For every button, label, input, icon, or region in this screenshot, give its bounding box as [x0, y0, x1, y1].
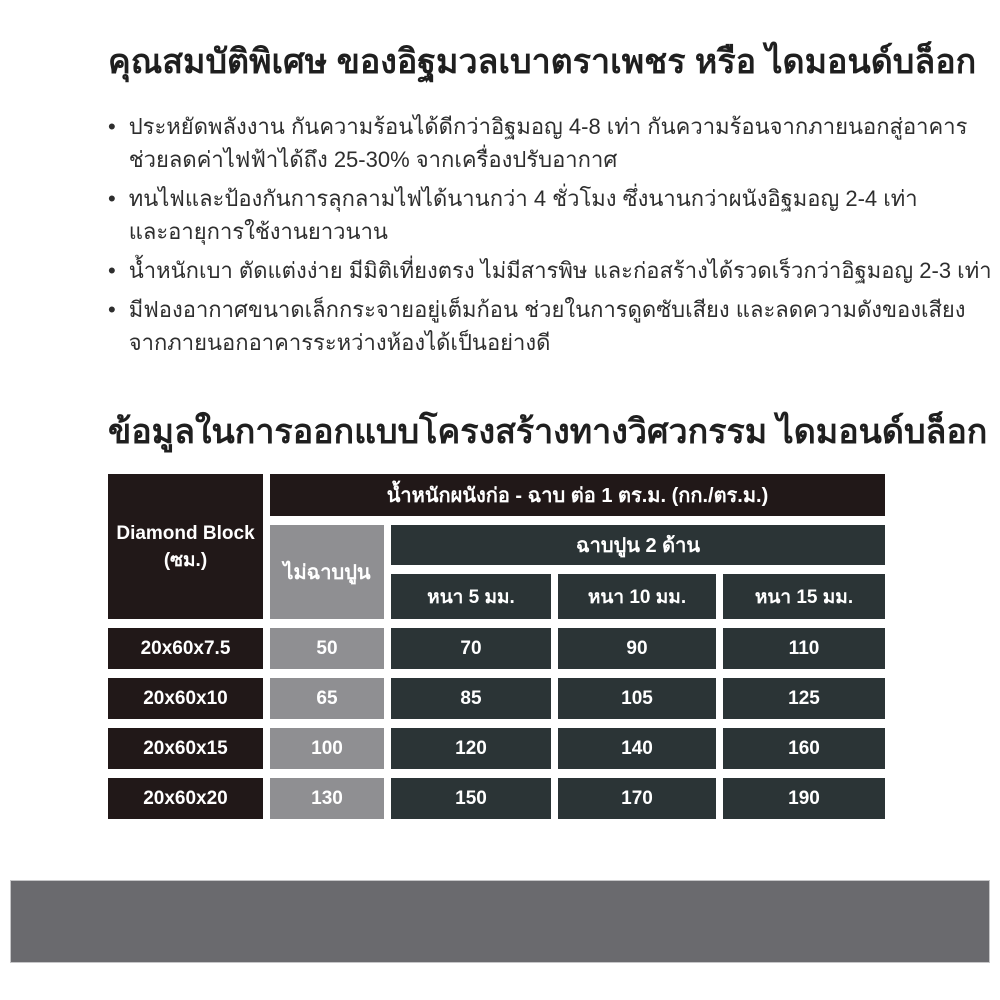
bullet-line: และอายุการใช้งานยาวนาน: [128, 219, 388, 244]
bullet-icon: •: [108, 114, 116, 139]
bullet-line: มีฟองอากาศขนาดเล็กกระจายอยู่เต็มก้อน ช่วยในการดูดซับเสียง และลดความดังของเสียง: [128, 297, 966, 322]
bullet-line: ทนไฟและป้องกันการลุกลามไฟได้นานกว่า 4 ชั่วโมง ซึ่งนานกว่าผนังอิฐมอญ 2-4 เท่า: [128, 186, 918, 211]
table-cell-value: 50: [270, 628, 384, 669]
list-item: [108, 110, 968, 176]
table-cell-value: 120: [391, 728, 551, 769]
list-item: [108, 254, 992, 287]
table-cell-value: 85: [391, 678, 551, 719]
list-item: [108, 293, 966, 359]
table-cell-value: 125: [723, 678, 885, 719]
bullet-text: [129, 293, 966, 359]
table-cell-value: 170: [558, 778, 716, 819]
table-corner-header: [108, 474, 263, 619]
corner-header-line2: (ซม.): [163, 549, 208, 571]
bullet-icon: •: [108, 297, 116, 322]
table-cell-value: 100: [270, 728, 384, 769]
table-thickness-header: หนา 10 มม.: [558, 574, 716, 619]
table-cell-value: 110: [723, 628, 885, 669]
table-cell-value: 65: [270, 678, 384, 719]
table-thickness-header: หนา 15 มม.: [723, 574, 885, 619]
engineering-spec-table: [108, 474, 885, 819]
list-item: [108, 182, 918, 248]
footer-bar: [10, 880, 990, 963]
bullet-line: จากภายนอกอาคารระหว่างห้องได้เป็นอย่างดี: [128, 330, 551, 355]
table-thickness-header: หนา 5 มม.: [391, 574, 551, 619]
table-cell-value: 130: [270, 778, 384, 819]
table-cell-value: 70: [391, 628, 551, 669]
table-row-size: 20x60x15: [108, 728, 263, 769]
table-row-size: 20x60x7.5: [108, 628, 263, 669]
table-cell-value: 140: [558, 728, 716, 769]
bullet-line: ประหยัดพลังงาน กันความร้อนได้ดีกว่าอิฐมอญ 4-8 เท่า กันความร้อนจากภายนอกสู่อาคาร: [128, 114, 968, 139]
features-list: [108, 110, 992, 365]
table-cell-value: 105: [558, 678, 716, 719]
table-cell-value: 160: [723, 728, 885, 769]
table-cell-value: 90: [558, 628, 716, 669]
bullet-line: น้ำหนักเบา ตัดแต่งง่าย มีมิติเที่ยงตรง ไม่มีสารพิษ และก่อสร้างได้รวดเร็วกว่าอิฐมอญ 2-3 เท่า: [128, 258, 992, 283]
table-cell-value: 150: [391, 778, 551, 819]
table-row-size: 20x60x20: [108, 778, 263, 819]
table-plaster-two-sides-header: ฉาบปูน 2 ด้าน: [391, 525, 885, 565]
table-weight-header: น้ำหนักผนังก่อ - ฉาบ ต่อ 1 ตร.ม. (กก./ตร.ม.): [270, 474, 885, 516]
table-row-size: 20x60x10: [108, 678, 263, 719]
corner-header-line1: Diamond Block: [116, 522, 255, 544]
table-cell-value: 190: [723, 778, 885, 819]
section1-title: คุณสมบัติพิเศษ ของอิฐมวลเบาตราเพชร หรือ ไดมอนด์บล็อก: [108, 43, 977, 81]
bullet-icon: •: [108, 258, 116, 283]
bullet-text: [129, 254, 992, 287]
bullet-line: ช่วยลดค่าไฟฟ้าได้ถึง 25-30% จากเครื่องปรับอากาศ: [128, 147, 618, 172]
section2-title: ข้อมูลในการออกแบบโครงสร้างทางวิศวกรรม ไดมอนด์บล็อก: [108, 413, 988, 451]
bullet-icon: •: [108, 186, 116, 211]
bullet-text: [129, 182, 918, 248]
table-no-plaster-header: ไม่ฉาบปูน: [270, 525, 384, 619]
bullet-text: [129, 110, 968, 176]
